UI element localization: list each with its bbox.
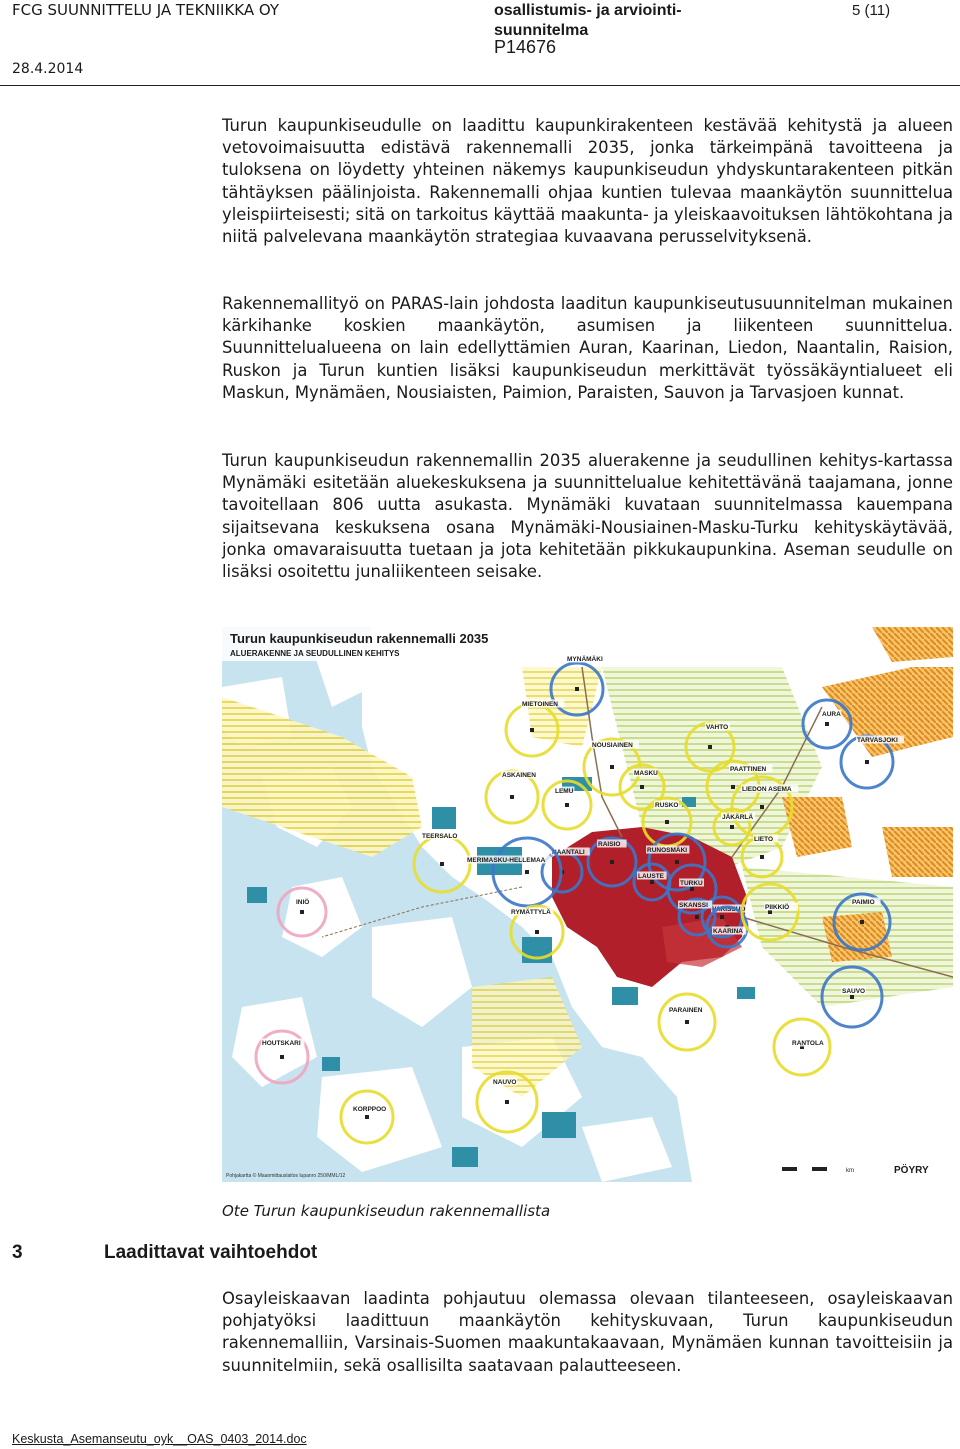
centre-marker-varissuo xyxy=(720,915,724,919)
project-code: P14676 xyxy=(494,37,557,57)
map-title: Turun kaupunkiseudun rakennemalli 2035 xyxy=(230,631,489,646)
document-title-line2: suunnitelma xyxy=(494,22,589,39)
section-heading: Laadittavat vaihtoehdot xyxy=(104,1242,318,1263)
place-label-parainen: PARAINEN xyxy=(669,1007,703,1014)
centre-marker-skanssi xyxy=(695,915,699,919)
place-label-turku: TURKU xyxy=(680,880,703,887)
place-label-liedon-asema: LIEDON ASEMA xyxy=(742,786,792,793)
document-title-line1: osallistumis- ja arviointi- xyxy=(494,2,682,19)
footer-filename: Keskusta_Asemanseutu_oyk__OAS_0403_2014.doc xyxy=(12,1432,307,1446)
centre-marker-paattinen xyxy=(731,785,735,789)
page-number: 5 (11) xyxy=(852,2,891,19)
place-label-teersalo: TEERSALO xyxy=(422,833,458,840)
centre-marker-rusko xyxy=(665,820,669,824)
centre-marker-nauvo xyxy=(505,1100,509,1104)
map-scale-unit: km xyxy=(846,1168,854,1174)
centre-marker-lieto xyxy=(760,855,764,859)
place-label-houtskari: HOUTSKARI xyxy=(262,1040,301,1047)
map-subtitle: ALUERAKENNE JA SEUDULLINEN KEHITYS xyxy=(230,649,400,658)
document-date: 28.4.2014 xyxy=(12,61,84,77)
centre-marker-merimasku-hellemaa xyxy=(525,870,529,874)
map-caption: Ote Turun kaupunkiseudun rakennemallista xyxy=(222,1202,551,1220)
place-label-aura: AURA xyxy=(822,711,841,718)
section-number: 3 xyxy=(12,1242,23,1263)
centre-marker-korppoo xyxy=(365,1115,369,1119)
place-label-lieto: LIETO xyxy=(754,836,774,843)
centre-marker-houtskari xyxy=(280,1055,284,1059)
place-label-nousiainen: NOUSIAINEN xyxy=(592,742,633,749)
map-credit: Pohjakartta © Maanmittauslaitos lupanro 250/MML/12 xyxy=(226,1173,346,1179)
place-label-lauste: LAUSTE xyxy=(638,873,664,880)
centre-marker-vahto xyxy=(708,745,712,749)
place-label-inio: INIÖ xyxy=(296,899,310,906)
centre-marker-runosmaki xyxy=(675,860,679,864)
regional-structure-map xyxy=(222,627,953,1182)
place-label-jakarla: JÄKÄRLÄ xyxy=(722,814,754,821)
place-label-lemu: LEMU xyxy=(555,788,574,795)
header-divider xyxy=(0,85,960,86)
paragraph-4: Osayleiskaavan laadinta pohjautuu olemassa olevaan tilanteeseen, osayleiskaavan pohjatyöksi laadittuun maankäytön kehityskuvaan, Turun kaupunkiseudun rakennemalliin, Varsinais-Suomen maakuntakaavaan, Mynämäen kunnan tavoitteisiin ja suunnitelmiin, sekä osallisilta saatavaan palautteeseen. xyxy=(222,1289,953,1375)
centre-marker-aura xyxy=(825,722,829,726)
map-title-box xyxy=(222,627,522,661)
place-label-vahto: VAHTO xyxy=(706,724,729,731)
place-label-masku: MASKU xyxy=(634,770,658,777)
centre-marker-lauste xyxy=(650,880,654,884)
place-label-askainen: ASKAINEN xyxy=(502,772,536,779)
place-label-runosmaki: RUNOSMÄKI xyxy=(647,847,688,854)
document-title xyxy=(494,1,726,41)
centre-marker-teersalo xyxy=(440,862,444,866)
centre-marker-raisio xyxy=(610,860,614,864)
centre-marker-askainen xyxy=(510,795,514,799)
place-label-paimio: PAIMIO xyxy=(852,899,875,906)
centre-marker-masku xyxy=(640,785,644,789)
centre-marker-rymattyla xyxy=(535,930,539,934)
centre-marker-sauvo xyxy=(850,995,854,999)
centre-marker-liedon-asema xyxy=(760,805,764,809)
place-label-naantali: NAANTALI xyxy=(552,849,585,856)
place-label-tarvasjoki: TARVASJOKI xyxy=(857,737,898,744)
centre-marker-jakarla xyxy=(730,825,734,829)
place-label-skanssi: SKANSSI xyxy=(679,902,708,909)
place-label-sauvo: SAUVO xyxy=(842,988,866,995)
centre-marker-nousiainen xyxy=(610,765,614,769)
place-label-rusko: RUSKO xyxy=(655,802,679,809)
paragraph-1: Turun kaupunkiseudulle on laadittu kaupunkirakenteen kestävää kehitystä ja alueen vetovoimaisuutta edistävä rakennemalli 2035, jonka tärkeimpänä tavoitteena ja tuloksena on löydetty yhteinen näkemys kaupunkiseudun yhdyskuntarakenteen pitkän tähtäyksen päälinjoista. Rakennemalli ohjaa kuntien tulevaa maankäytön suunnittelua yleispiirteisesti; sitä on tarkoitus käyttää maakunta- ja yleiskaavoituksen lähtökohtana ja niitä palvelevana maankäytön strategiaa kuvaavana perusselvityksenä. xyxy=(222,116,953,247)
centre-marker-tarvasjoki xyxy=(865,760,869,764)
centre-marker-mynamaki xyxy=(575,687,579,691)
paragraph-2: Rakennemallityö on PARAS-lain johdosta laaditun kaupunkiseutusuunnitelman mukainen kärkihanke koskien maankäytön, asumisen ja liikenteen suunnittelua. Suunnittelualueena on lain edellyttämien Auran, Kaarinan, Liedon, Naantalin, Raision, Ruskon ja Turun kuntien lisäksi kaupunkiseudun merkittävät työssäkäyntialueet eli Maskun, Mynämäen, Nousiaisten, Paimion, Paraisten, Sauvon ja Tarvasjoen kunnat. xyxy=(222,294,953,402)
paragraph-3: Turun kaupunkiseudun rakennemallin 2035 aluerakenne ja seudullinen kehitys-kartassa Mynämäki esitetään aluekeskuksena ja suunnittelualue kehitettävänä taajamana, jonne tavoitellaan 806 uutta asukasta. Mynämäki kuvataan suunnitelmassa kauempana sijaitsevana keskuksena osana Mynämäki-Nousiainen-Masku-Turku kehityskäytävää, jonka omavaraisuutta tuetaan ja jota kehitetään pikkukaupunkina. Aseman seudulle on lisäksi osoitettu junaliikenteen seisake. xyxy=(222,451,953,582)
place-label-mietoinen: MIETOINEN xyxy=(522,701,558,708)
centre-marker-mietoinen xyxy=(530,728,534,732)
place-label-korppoo: KORPPOO xyxy=(353,1106,387,1113)
centre-marker-inio xyxy=(300,910,304,914)
place-label-varissuo: VARISSUO xyxy=(712,906,746,913)
place-label-paattinen: PAATTINEN xyxy=(730,766,767,773)
map-logo: PÖYRY xyxy=(894,1165,929,1176)
centre-marker-lemu xyxy=(565,803,569,807)
company-name: FCG SUUNNITTELU JA TEKNIIKKA OY xyxy=(12,1,280,19)
place-label-merimasku-hellemaa: MERIMASKU-HELLEMAA xyxy=(467,857,546,864)
centre-marker-turku xyxy=(690,887,694,891)
place-label-piikkio: PIIKKIÖ xyxy=(765,904,790,911)
place-label-nauvo: NAUVO xyxy=(493,1079,517,1086)
place-label-mynamaki: MYNÄMÄKI xyxy=(567,656,603,663)
place-label-raisio: RAISIO xyxy=(598,841,621,848)
place-label-rantola: RANTOLA xyxy=(792,1040,824,1047)
centre-marker-paimio xyxy=(860,920,864,924)
centre-marker-parainen xyxy=(685,1020,689,1024)
place-label-rymattyla: RYMÄTTYLÄ xyxy=(511,909,551,916)
place-label-kaarina: KAARINA xyxy=(713,928,743,935)
